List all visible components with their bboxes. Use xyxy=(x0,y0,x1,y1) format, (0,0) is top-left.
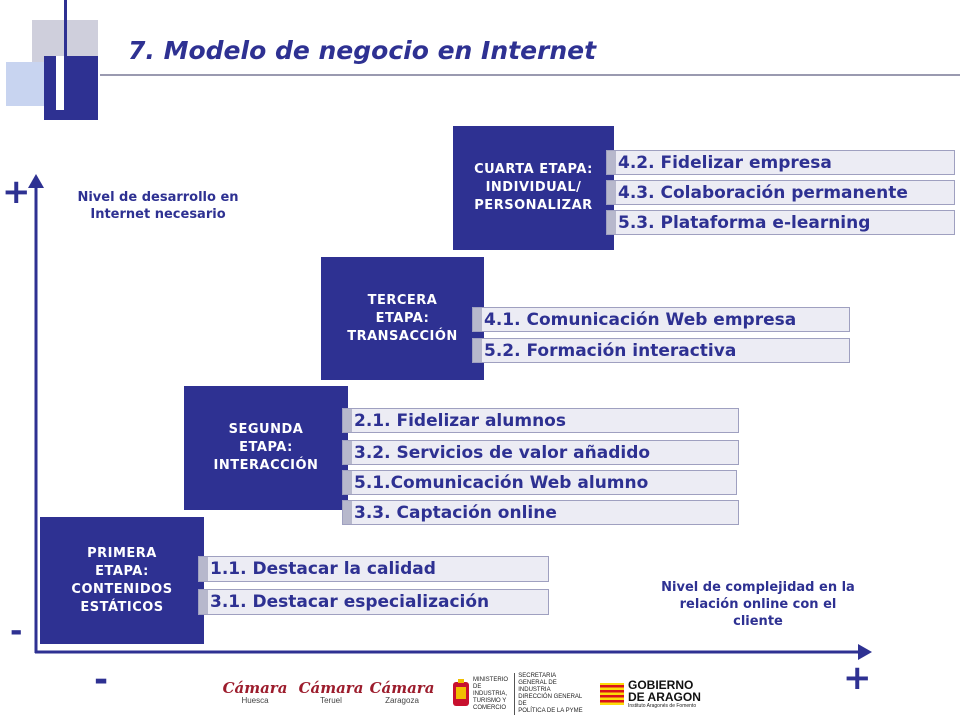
stage-3-item-1 xyxy=(472,307,850,332)
gobierno-line-2: DE ARAGON xyxy=(628,689,701,704)
stage-4-item-2 xyxy=(606,180,955,205)
stage-4-box xyxy=(453,126,614,250)
camara-zaragoza-sub: Zaragoza xyxy=(385,696,419,705)
gobierno-aragon-logo xyxy=(600,674,718,714)
stage-3-item-2 xyxy=(472,338,850,363)
stage-1-line-4: ESTÁTICOS xyxy=(80,599,164,615)
stage-2-item-3 xyxy=(342,470,737,495)
ministerio-line-4: COMERCIO xyxy=(473,704,506,711)
stage-3-item-1-label: 4.1. Comunicación Web empresa xyxy=(484,309,797,330)
gobierno-sub: Instituto Aragonés de Fomento xyxy=(628,702,697,709)
secretaria-line-4: POLÍTICA DE LA PYME xyxy=(518,708,583,714)
stage-2-item-1-label: 2.1. Fidelizar alumnos xyxy=(354,410,566,431)
camara-teruel-sub: Teruel xyxy=(320,696,342,705)
stage-1-line-2: ETAPA: xyxy=(95,563,149,579)
stage-4-line-3: PERSONALIZAR xyxy=(474,198,593,213)
stage-2-line-3: INTERACCIÓN xyxy=(213,458,319,473)
stage-3-line-3: TRANSACCIÓN xyxy=(347,328,458,344)
stage-4-item-3 xyxy=(606,210,955,235)
x-plus-sign: + xyxy=(843,658,872,698)
stage-1-item-1 xyxy=(198,556,549,582)
stage-4-item-3-label: 5.3. Plataforma e-learning xyxy=(618,212,871,233)
ministerio-line-2: DE INDUSTRIA, xyxy=(473,683,508,697)
y-plus-sign: + xyxy=(2,172,31,212)
stage-3-line-2: ETAPA: xyxy=(375,310,430,326)
stage-2-item-2-label: 3.2. Servicios de valor añadido xyxy=(354,442,651,463)
stage-4-line-2: INDIVIDUAL/ xyxy=(485,180,582,195)
camara-zaragoza-main: Cámara xyxy=(369,679,435,697)
secretaria-line-1: SECRETARIA GENERAL DE xyxy=(518,673,557,686)
aragon-flag-icon xyxy=(600,683,624,705)
ministerio-line-3: TURISMO Y xyxy=(473,697,507,704)
stage-1-box xyxy=(40,517,204,644)
stage-1-line-1: PRIMERA xyxy=(87,545,157,561)
camara-teruel-main: Cámara xyxy=(298,679,364,697)
camara-huesca-sub: Huesca xyxy=(241,696,269,705)
y-minus-sign: - xyxy=(10,614,23,649)
stage-2-line-1: SEGUNDA xyxy=(228,422,304,437)
camara-zaragoza-logo xyxy=(368,674,436,712)
x-axis-label: Nivel de complejidad en la relación online con el cliente xyxy=(661,580,855,629)
stage-2-item-4-label: 3.3. Captación online xyxy=(354,502,557,523)
stage-2-box xyxy=(184,386,348,510)
camara-teruel-logo xyxy=(298,674,364,712)
stage-4-item-1-label: 4.2. Fidelizar empresa xyxy=(618,152,832,173)
spain-shield-icon xyxy=(452,679,470,709)
stage-3-item-2-label: 5.2. Formación interactiva xyxy=(484,340,737,361)
ministerio-line-1: MINISTERIO xyxy=(473,676,509,683)
stage-2-item-1 xyxy=(342,408,739,433)
stage-1-item-1-label: 1.1. Destacar la calidad xyxy=(210,559,436,579)
stage-4-line-1: CUARTA ETAPA: xyxy=(474,162,593,177)
gobierno-line-1: GOBIERNO xyxy=(628,677,694,692)
stage-3-line-1: TERCERA xyxy=(367,292,438,308)
stage-2-item-2 xyxy=(342,440,739,465)
stage-3-box xyxy=(321,257,484,380)
secretaria-line-3: DIRECCIÓN GENERAL DE xyxy=(518,694,583,707)
stage-2-line-2: ETAPA: xyxy=(239,440,293,455)
stage-1-line-3: CONTENIDOS xyxy=(71,581,173,597)
secretaria-line-2: INDUSTRIA xyxy=(518,687,551,693)
ministerio-logo xyxy=(452,673,584,714)
stage-1-item-2 xyxy=(198,589,549,615)
camara-huesca-main: Cámara xyxy=(222,679,288,697)
stage-2-item-3-label: 5.1.Comunicación Web alumno xyxy=(354,472,649,493)
stage-1-item-2-label: 3.1. Destacar especialización xyxy=(210,592,490,612)
y-axis-label: Nivel de desarrollo en Internet necesario xyxy=(77,190,239,222)
x-minus-sign: - xyxy=(94,660,109,700)
stage-4-item-2-label: 4.3. Colaboración permanente xyxy=(618,182,908,203)
camara-huesca-logo xyxy=(222,674,288,712)
stage-2-item-4 xyxy=(342,500,739,525)
stage-4-item-1 xyxy=(606,150,955,175)
page-title: 7. Modelo de negocio en Internet xyxy=(128,36,597,65)
